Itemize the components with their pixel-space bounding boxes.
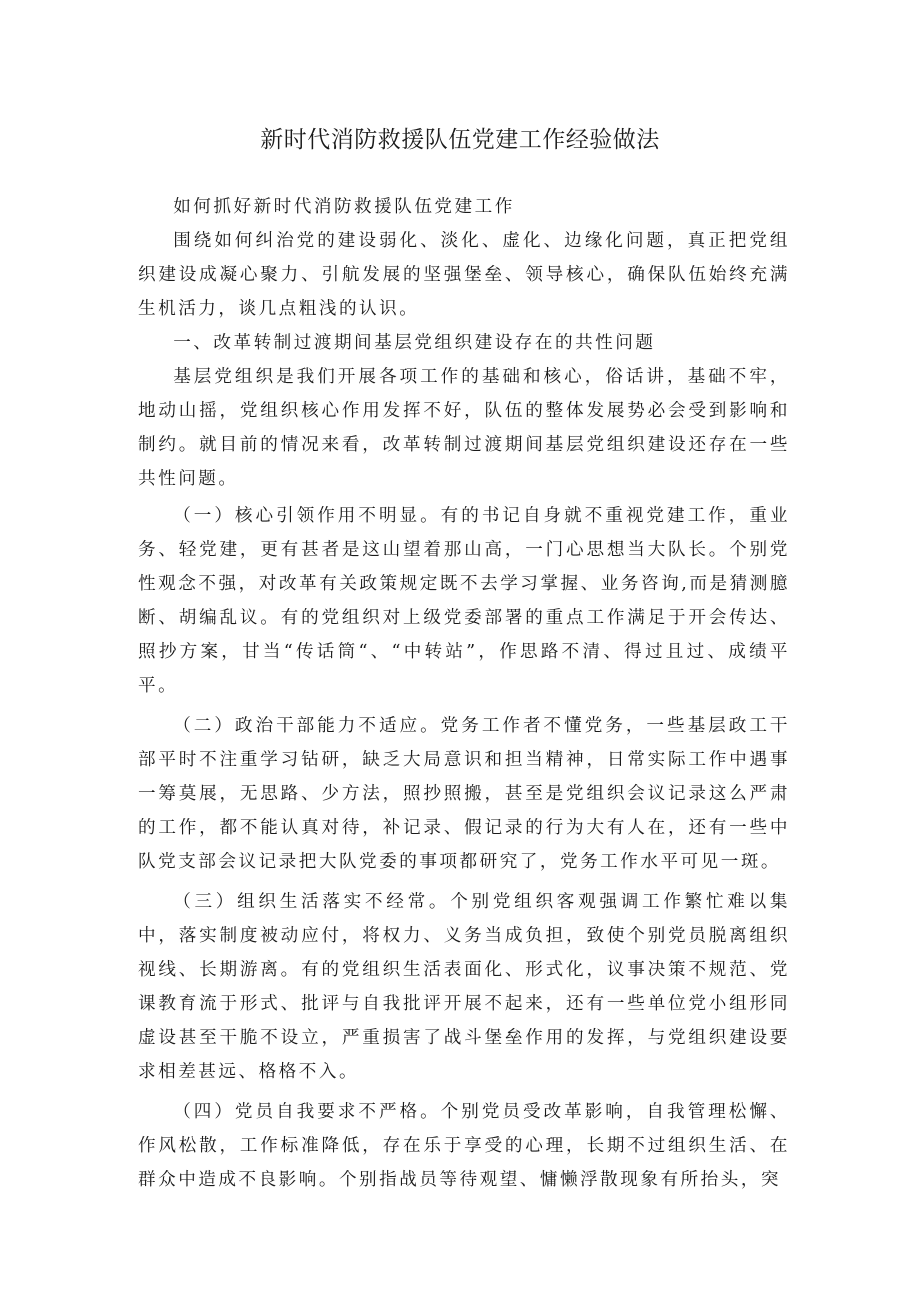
document-body — [138, 190, 790, 1197]
document-title: 新时代消防救援队伍党建工作经验做法 — [260, 127, 660, 153]
intro-paragraph: 围绕如何纠治党的建设弱化、淡化、虚化、边缘化问题，真正把党组织建设成凝心聚力、引航发展的坚强堡垒、领导核心，确保队伍始终充满生机活力，谈几点粗浅的认识。 — [138, 231, 790, 319]
body-paragraph: （三）组织生活落实不经常。个别党组织客观强调工作繁忙难以集中，落实制度被动应付，将权力、义务当成负担，致使个别党员脱离组织视线、长期游离。有的党组织生活表面化、形式化，议事决策不规范、党课教育流于形式、批评与自我批评开展不起来，还有一些单位党小组形同虚设甚至干脆不设立，严重损害了战斗堡垒作用的发挥，与党组织建设要求相差甚远、格格不入。 — [138, 892, 790, 1082]
body-paragraph: 基层党组织是我们开展各项工作的基础和核心，俗话讲，基础不牢，地动山摇，党组织核心作用发挥不好，队伍的整体发展势必会受到影响和制约。就目前的情况来看，改革转制过渡期间基层党组织建设还存在一些共性问题。 — [138, 367, 790, 489]
body-paragraph: （一）核心引领作用不明显。有的书记自身就不重视党建工作，重业务、轻党建，更有甚者是这山望着那山高，一门心思想当大队长。个别党性观念不强，对改革有关政策规定既不去学习掌握、业务咨询,而是猜测臆断、胡编乱议。有的党组织对上级党委部署的重点工作满足于开会传达、照抄方案，甘当“传话筒“、“中转站”，作思路不清、得过且过、成绩平平。 — [138, 506, 790, 696]
body-paragraph: （四）党员自我要求不严格。个别党员受改革影响，自我管理松懈、作风松散，工作标准降低，存在乐于享受的心理，长期不过组织生活、在群众中造成不良影响。个别指战员等待观望、慵懒浮散现象有所抬头，突 — [138, 1102, 790, 1190]
body-paragraph: （二）政治干部能力不适应。党务工作者不懂党务，一些基层政工干部平时不注重学习钻研，缺乏大局意识和担当精神，日常实际工作中遇事一筹莫展，无思路、少方法，照抄照搬，甚至是党组织会议记录这么严肃的工作，都不能认真对待，补记录、假记录的行为大有人在，还有一些中队党支部会议记录把大队党委的事项都研究了，党务工作水平可见一斑。 — [138, 716, 790, 872]
subtitle-paragraph: 如何抓好新时代消防救援队伍党建工作 — [173, 197, 515, 217]
section-heading-1: 一、改革转制过渡期间基层党组织建设存在的共性问题 — [173, 333, 656, 353]
